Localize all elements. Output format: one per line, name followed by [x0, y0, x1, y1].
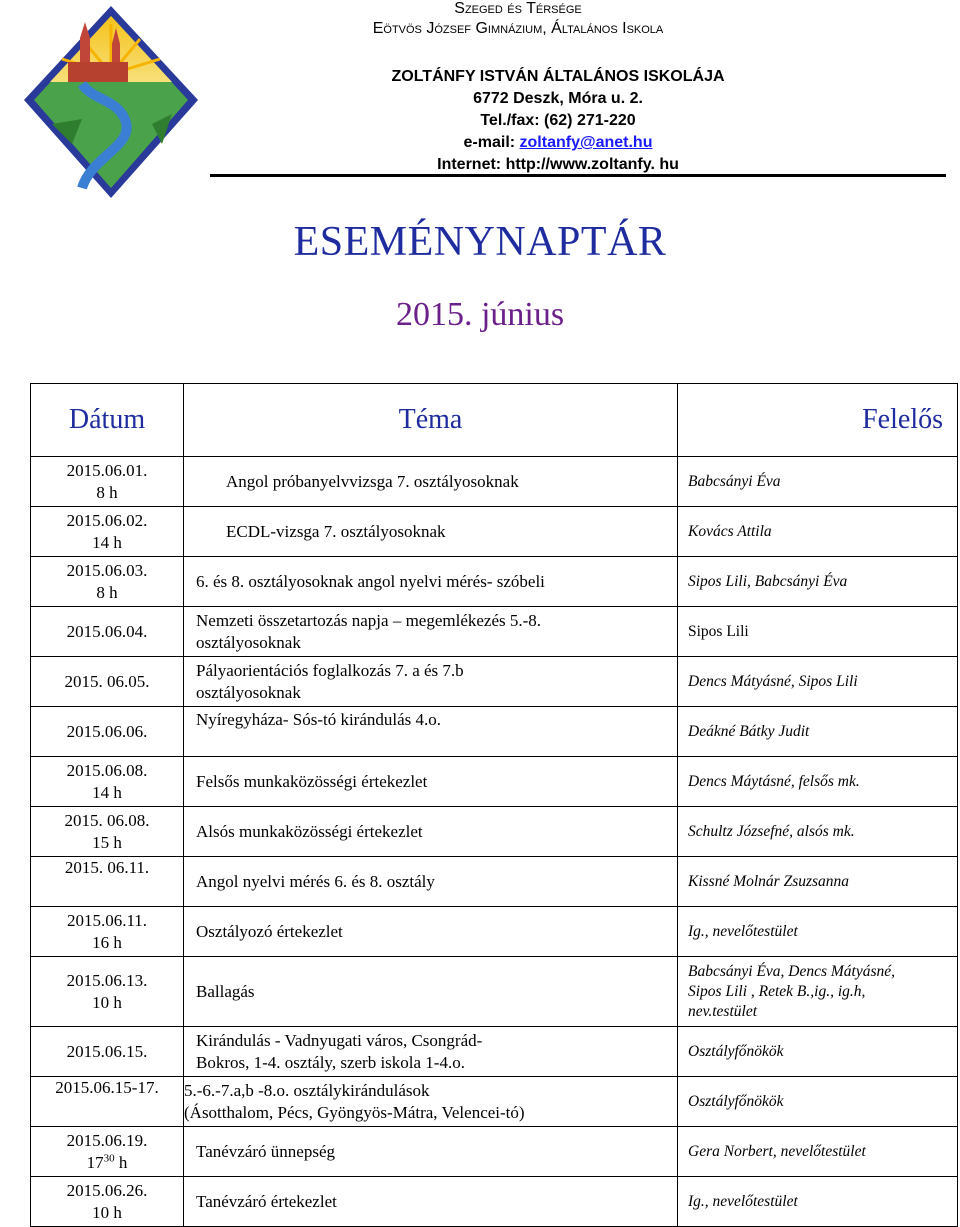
topic-cell	[184, 607, 678, 657]
date-cell	[31, 957, 184, 1027]
date-text: 2015.06.02.	[66, 510, 148, 530]
time-minutes-superscript: 30	[103, 1151, 115, 1164]
date-cell	[31, 457, 184, 507]
date-cell	[31, 1027, 184, 1077]
topic-line2: (Ásotthalom, Pécs, Gyöngyös-Mátra, Velencei-tó)	[184, 1102, 525, 1122]
school-logo	[22, 4, 200, 200]
header-line2: Eötvös József Gimnázium, Általános Iskola	[372, 20, 664, 37]
date-cell	[31, 557, 184, 607]
responsible-cell: Deákné Bátky Judit	[678, 707, 958, 757]
date-text: 2015.06.01.	[66, 460, 148, 480]
responsible-cell: Kovács Attila	[678, 507, 958, 557]
table-row	[31, 757, 958, 807]
topic-cell: Tanévzáró értekezlet	[184, 1177, 678, 1227]
date-text: 2015.06.06.	[66, 721, 148, 741]
responsible-cell: Gera Norbert, nevelőtestület	[678, 1127, 958, 1177]
date-cell	[31, 757, 184, 807]
date-text: 2015.06.26.	[66, 1180, 148, 1200]
topic-line1: Kirándulás - Vadnyugati város, Csongrád-	[196, 1030, 483, 1050]
school-address: 6772 Deszk, Móra u. 2.	[473, 90, 643, 107]
topic-cell: Ballagás	[184, 957, 678, 1027]
header-line1: Szeged és Térsége	[454, 0, 582, 17]
topic-line1: Pályaorientációs foglalkozás 7. a és 7.b	[196, 660, 464, 680]
date-cell	[31, 907, 184, 957]
table-row	[31, 1027, 958, 1077]
date-text: 2015.06.19.	[66, 1130, 148, 1150]
date-text: 2015. 06.11.	[64, 858, 150, 877]
date-cell	[31, 707, 184, 757]
topic-cell: Osztályozó értekezlet	[184, 907, 678, 957]
topic-line2: osztályosoknak	[196, 682, 301, 702]
responsible-cell: Schultz Józsefné, alsós mk.	[678, 807, 958, 857]
responsible-cell: Babcsányi Éva	[678, 457, 958, 507]
event-calendar-table	[30, 383, 958, 1227]
table-row	[31, 557, 958, 607]
date-cell	[31, 1127, 184, 1177]
column-header-topic: Téma	[184, 384, 678, 457]
responsible-cell: Babcsányi Éva, Dencs Mátyásné, Sipos Lili , Retek B.,ig., ig.h, nev.testület	[678, 957, 958, 1027]
topic-cell: Felsős munkaközösségi értekezlet	[184, 757, 678, 807]
responsible-cell: Ig., nevelőtestület	[678, 907, 958, 957]
responsible-cell: Sipos Lili	[678, 607, 958, 657]
topic-line1: Nemzeti összetartozás napja – megemlékezés 5.-8.	[196, 610, 542, 630]
date-text: 2015.06.03.	[66, 560, 148, 580]
table-row	[31, 807, 958, 857]
responsible-cell: Dencs Mátyásné, Sipos Lili	[678, 657, 958, 707]
date-text: 2015.06.15-17.	[55, 1078, 159, 1097]
date-cell	[31, 657, 184, 707]
date-text: 2015.06.04.	[66, 621, 148, 641]
time-hour: 17	[86, 1152, 104, 1172]
topic-cell	[184, 1027, 678, 1077]
topic-line2: Bokros, 1-4. osztály, szerb iskola 1-4.o.	[196, 1052, 465, 1072]
column-header-date: Dátum	[31, 384, 184, 457]
table-row	[31, 507, 958, 557]
email-label: e-mail:	[463, 134, 520, 151]
column-header-responsible: Felelős	[678, 384, 958, 457]
date-cell	[31, 807, 184, 857]
date-text: 2015. 06.05.	[64, 671, 150, 691]
school-internet: Internet: http://www.zoltanfy. hu	[437, 156, 679, 173]
table-row	[31, 707, 958, 757]
date-cell	[31, 857, 184, 907]
topic-cell: Nyíregyháza- Sós-tó kirándulás 4.o.	[184, 707, 678, 757]
responsible-cell: Osztályfőnökök	[678, 1077, 958, 1127]
table-row	[31, 1177, 958, 1227]
topic-cell: 6. és 8. osztályosoknak angol nyelvi mérés- szóbeli	[184, 557, 678, 607]
topic-cell	[184, 1077, 678, 1127]
month-title: 2015. június	[395, 296, 565, 333]
time-text: 15 h	[92, 832, 122, 852]
topic-cell	[184, 657, 678, 707]
time-text: 14 h	[92, 782, 122, 802]
header-divider	[210, 174, 946, 177]
time-text: 16 h	[92, 932, 122, 952]
table-row	[31, 657, 958, 707]
responsible-cell: Ig., nevelőtestület	[678, 1177, 958, 1227]
table-row	[31, 607, 958, 657]
table-row	[31, 857, 958, 907]
date-text: 2015. 06.08.	[64, 810, 150, 830]
date-cell	[31, 1177, 184, 1227]
topic-cell: Angol nyelvi mérés 6. és 8. osztály	[184, 857, 678, 907]
page-title: ESEMÉNYNAPTÁR	[293, 219, 667, 265]
time-text: 8 h	[96, 482, 118, 502]
topic-cell: Alsós munkaközösségi értekezlet	[184, 807, 678, 857]
table-row	[31, 907, 958, 957]
table-row	[31, 1077, 958, 1127]
time-text: 10 h	[92, 992, 122, 1012]
responsible-cell: Osztályfőnökök	[678, 1027, 958, 1077]
date-text: 2015.06.15.	[66, 1041, 148, 1061]
school-email-line	[358, 132, 758, 154]
time-text	[31, 1152, 183, 1174]
time-text: 8 h	[96, 582, 118, 602]
topic-line2: osztályosoknak	[196, 632, 301, 652]
topic-cell: Tanévzáró ünnepség	[184, 1127, 678, 1177]
school-name: ZOLTÁNFY ISTVÁN ÁLTALÁNOS ISKOLÁJA	[391, 68, 725, 85]
date-cell	[31, 507, 184, 557]
date-cell	[31, 607, 184, 657]
date-text: 2015.06.08.	[66, 760, 148, 780]
date-text: 2015.06.11.	[66, 910, 148, 930]
email-link[interactable]: zoltanfy@anet.hu	[519, 134, 653, 151]
date-cell	[31, 1077, 184, 1127]
time-suffix: h	[114, 1152, 128, 1172]
topic-cell: ECDL-vizsga 7. osztályosoknak	[184, 507, 678, 557]
topic-line1: 5.-6.-7.a,b -8.o. osztálykirándulások	[184, 1080, 430, 1100]
time-text: 10 h	[92, 1202, 122, 1222]
responsible-cell: Kissné Molnár Zsuzsanna	[678, 857, 958, 907]
school-tel: Tel./fax: (62) 271-220	[480, 112, 636, 129]
table-row	[31, 957, 958, 1027]
table-row	[31, 457, 958, 507]
date-text: 2015.06.13.	[66, 970, 148, 990]
responsible-cell: Sipos Lili, Babcsányi Éva	[678, 557, 958, 607]
topic-cell: Angol próbanyelvvizsga 7. osztályosoknak	[184, 457, 678, 507]
table-row	[31, 1127, 958, 1177]
responsible-cell: Dencs Máytásné, felsős mk.	[678, 757, 958, 807]
time-text: 14 h	[92, 532, 122, 552]
